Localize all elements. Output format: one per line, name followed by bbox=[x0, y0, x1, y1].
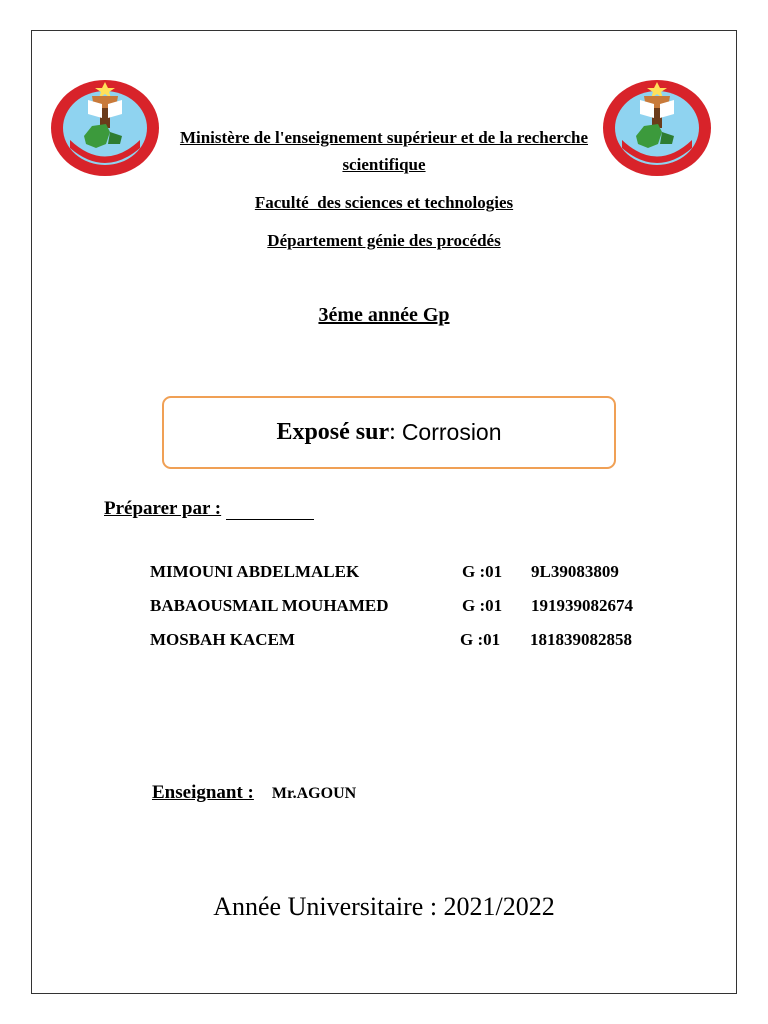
teacher-name: Mr.AGOUN bbox=[271, 785, 357, 802]
student-name: BABAOUSMAIL MOUHAMED bbox=[150, 596, 389, 615]
expose-subject: Corrosion bbox=[401, 419, 502, 445]
faculty-title: Faculté des sciences et technologies bbox=[254, 193, 514, 212]
academic-year: Année Universitaire : 2021/2022 bbox=[213, 892, 555, 921]
student-id: 191939082674 bbox=[531, 596, 633, 615]
ministry-title: Ministère de l'enseignement supérieur et de la recherche scientifique bbox=[179, 128, 589, 174]
student-group: G :01 bbox=[462, 562, 503, 581]
expose-label: Exposé sur bbox=[276, 419, 390, 445]
prepared-by-label: Préparer par : bbox=[104, 498, 222, 519]
university-seal-icon bbox=[602, 78, 712, 178]
department-title: Département génie des procédés bbox=[267, 231, 501, 250]
student-group: G :01 bbox=[460, 630, 501, 649]
expose-box bbox=[162, 396, 616, 469]
prepared-by-underline bbox=[226, 503, 314, 520]
year-group: 3éme année Gp bbox=[318, 304, 450, 326]
prepared-by bbox=[104, 498, 314, 520]
student-id: 181839082858 bbox=[530, 630, 632, 649]
student-id: 9L39083809 bbox=[531, 562, 619, 581]
expose-colon: : bbox=[389, 419, 396, 445]
student-name: MIMOUNI ABDELMALEK bbox=[150, 562, 360, 581]
student-group: G :01 bbox=[462, 596, 503, 615]
teacher bbox=[152, 782, 356, 804]
university-seal-icon bbox=[50, 78, 160, 178]
student-name: MOSBAH KACEM bbox=[150, 630, 295, 649]
teacher-label: Enseignant : bbox=[152, 782, 254, 803]
